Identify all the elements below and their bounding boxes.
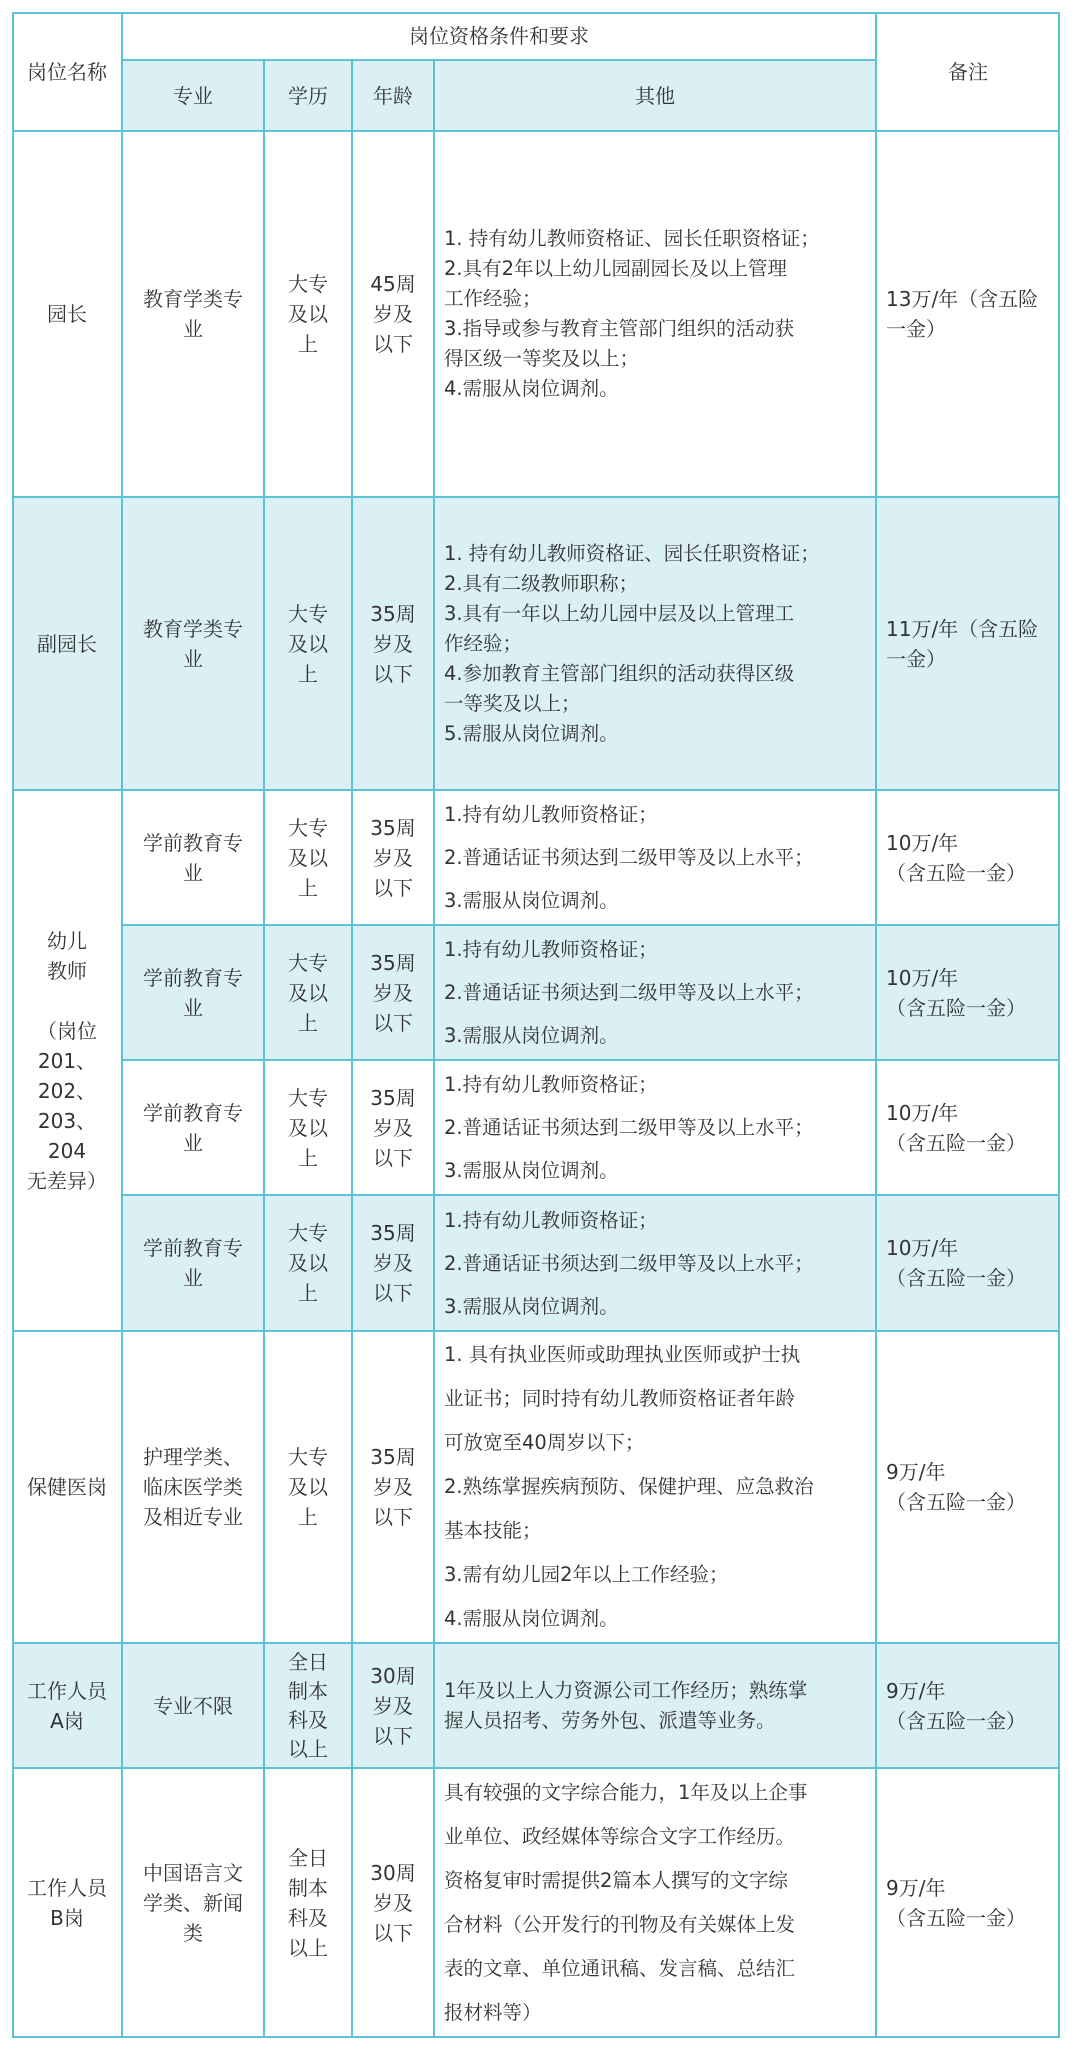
col-line-4 (433, 59, 435, 2038)
col-line-5 (875, 12, 877, 2038)
header-education-label: 学历 (288, 83, 328, 108)
row-3-age (352, 925, 434, 1060)
header-qualifications (122, 12, 876, 60)
row-3-major (122, 925, 264, 1060)
row-line-1 (12, 789, 1060, 791)
row-8-other (434, 1768, 876, 2038)
row-0-name (12, 131, 122, 497)
row-1-education (264, 497, 352, 790)
header-major-label: 专业 (173, 83, 213, 108)
row-1-name (12, 497, 122, 790)
row-4-major (122, 1060, 264, 1195)
row-4-age-text: 35周 岁及 以下 (370, 1085, 416, 1170)
header-position (12, 12, 122, 131)
row-2-education (264, 790, 352, 925)
row-5-remark (876, 1195, 1060, 1331)
row-6-education-text: 大专 及以 上 (288, 1445, 328, 1529)
row-3-remark (876, 925, 1060, 1060)
row-6-education (264, 1331, 352, 1643)
col-line-3 (351, 59, 353, 2038)
col-line-1 (121, 12, 123, 2038)
row-7-name-text: 工作人员 A岗 (27, 1678, 107, 1733)
row-8-age-text: 30周 岁及 以下 (370, 1861, 416, 1945)
row-8-major (122, 1768, 264, 2038)
header-education (264, 60, 352, 131)
row-1-other-text: 1. 持有幼儿教师资格证、园长任职资格证； 2.具有二级教师职称； 3.具有一年以上幼儿园中层及以上管理工 作经验； 4.参加教育主管部门组织的活动获得区级 一等奖及以上； 5.需服从岗位调剂。 (444, 541, 820, 745)
row-5-other (434, 1195, 876, 1331)
col-line-2 (263, 59, 265, 2038)
row-3-education-text: 大专 及以 上 (288, 950, 328, 1035)
row-8-name-text: 工作人员 B岗 (27, 1876, 107, 1930)
row-line-0 (12, 496, 1060, 498)
recruitment-table (12, 12, 1060, 2038)
row-6-other (434, 1331, 876, 1643)
row-2-age-text: 35周 岁及 以下 (370, 815, 416, 900)
row-5-major (122, 1195, 264, 1331)
header-bottom (12, 130, 1060, 132)
teacher-group-name-text: 幼儿 教师 （岗位 201、 202、 203、204 无差异） (27, 928, 107, 1193)
row-0-age-text: 45周 岁及 以下 (370, 272, 416, 356)
border-bottom (12, 2036, 1060, 2038)
row-0-education (264, 131, 352, 497)
row-8-education (264, 1768, 352, 2038)
row-1-remark (876, 497, 1060, 790)
row-8-remark-text: 9万/年 （含五险一金） (886, 1876, 1026, 1930)
row-4-other (434, 1060, 876, 1195)
header-remarks (876, 12, 1060, 131)
teacher-group-name (12, 790, 122, 1331)
row-7-major-text: 专业不限 (153, 1693, 233, 1718)
row-4-remark-text: 10万/年 （含五险一金） (886, 1100, 1026, 1155)
row-4-other-text: 1.持有幼儿教师资格证； 2.普通话证书须达到二级甲等及以上水平； 3.需服从岗位调剂。 (444, 1073, 814, 1182)
row-4-age (352, 1060, 434, 1195)
row-6-remark-text: 9万/年 （含五险一金） (886, 1460, 1026, 1514)
row-5-education (264, 1195, 352, 1331)
row-3-other (434, 925, 876, 1060)
header-position-label: 岗位名称 (27, 59, 107, 84)
row-2-other-text: 1.持有幼儿教师资格证； 2.普通话证书须达到二级甲等及以上水平； 3.需服从岗位调剂。 (444, 803, 814, 912)
row-0-remark-text: 13万/年（含五险 一金） (886, 287, 1039, 341)
border-left (12, 12, 14, 2038)
row-7-name (12, 1643, 122, 1768)
header-age-label: 年龄 (373, 83, 413, 108)
row-7-remark (876, 1643, 1060, 1768)
row-5-major-text: 学前教育专 业 (143, 1236, 243, 1290)
row-7-remark-text: 9万/年 （含五险一金） (886, 1678, 1026, 1733)
row-0-major (122, 131, 264, 497)
row-8-age (352, 1768, 434, 2038)
row-1-education-text: 大专 及以 上 (288, 601, 328, 686)
row-7-major (122, 1643, 264, 1768)
row-3-education (264, 925, 352, 1060)
row-6-age (352, 1331, 434, 1643)
row-2-major-text: 学前教育专 业 (143, 830, 243, 885)
row-1-other (434, 497, 876, 790)
row-8-education-text: 全日 制本 科及 以上 (288, 1846, 328, 1960)
row-0-other-text: 1. 持有幼儿教师资格证、园长任职资格证； 2.具有2年以上幼儿园副园长及以上管理 工作经验； 3.指导或参与教育主管部门组织的活动获 得区级一等奖及以上； 4.需服从岗位调剂。 (444, 227, 820, 400)
row-1-name-text: 副园长 (37, 631, 97, 656)
row-0-name-text: 园长 (47, 302, 87, 326)
row-8-remark (876, 1768, 1060, 2038)
row-1-major (122, 497, 264, 790)
row-1-remark-text: 11万/年（含五险 一金） (886, 616, 1039, 671)
row-2-other (434, 790, 876, 925)
row-2-education-text: 大专 及以 上 (288, 815, 328, 900)
border-right (1058, 12, 1060, 2038)
row-1-age-text: 35周 岁及 以下 (370, 601, 416, 686)
row-6-name (12, 1331, 122, 1643)
row-7-education (264, 1643, 352, 1768)
row-0-major-text: 教育学类专 业 (143, 287, 243, 341)
row-6-major (122, 1331, 264, 1643)
row-6-remark (876, 1331, 1060, 1643)
row-8-name (12, 1768, 122, 2038)
row-line-6 (12, 1642, 1060, 1644)
header-qualifications-label: 岗位资格条件和要求 (409, 24, 589, 48)
row-3-major-text: 学前教育专 业 (143, 965, 243, 1020)
row-7-other-text: 1年及以上人力资源公司工作经历；熟练掌 握人员招考、劳务外包、派遣等业务。 (444, 1678, 808, 1732)
row-6-other-text: 1. 具有执业医师或助理执业医师或护士执 业证书；同时持有幼儿教师资格证者年龄 可放宽至40周岁以下； 2.熟练掌握疾病预防、保健护理、应急救治 基本技能； 3.需有幼儿园2年以上工作经验； 4.需服从岗位调剂。 (444, 1343, 814, 1630)
row-8-major-text: 中国语言文 学类、新闻 类 (143, 1861, 243, 1945)
row-7-age-text: 30周 岁及 以下 (370, 1663, 416, 1748)
row-7-other (434, 1643, 876, 1768)
header-remarks-label: 备注 (948, 59, 988, 84)
row-line-5 (12, 1330, 1060, 1332)
row-5-age-text: 35周 岁及 以下 (370, 1221, 416, 1305)
row-3-age-text: 35周 岁及 以下 (370, 950, 416, 1035)
row-5-remark-text: 10万/年 （含五险一金） (886, 1236, 1026, 1290)
row-5-age (352, 1195, 434, 1331)
row-4-education-text: 大专 及以 上 (288, 1085, 328, 1170)
row-5-other-text: 1.持有幼儿教师资格证； 2.普通话证书须达到二级甲等及以上水平； 3.需服从岗位调剂。 (444, 1208, 814, 1318)
row-5-education-text: 大专 及以 上 (288, 1221, 328, 1305)
row-4-major-text: 学前教育专 业 (143, 1100, 243, 1155)
row-6-age-text: 35周 岁及 以下 (370, 1445, 416, 1529)
row-8-other-text: 具有较强的文字综合能力，1年及以上企事 业单位、政经媒体等综合文字工作经历。 资格复审时需提供2篇本人撰写的文字综 合材料（公开发行的刊物及有关媒体上发 表的文章、单位通讯稿、发言稿、总结汇 报材料等） (444, 1781, 808, 2024)
row-line-2 (122, 924, 1060, 926)
row-2-remark (876, 790, 1060, 925)
border-top (12, 12, 1060, 14)
row-3-other-text: 1.持有幼儿教师资格证； 2.普通话证书须达到二级甲等及以上水平； 3.需服从岗位调剂。 (444, 938, 814, 1047)
header-age (352, 60, 434, 131)
row-0-other (434, 131, 876, 497)
row-1-major-text: 教育学类专 业 (143, 616, 243, 671)
row-6-name-text: 保健医岗 (27, 1475, 107, 1499)
row-3-remark-text: 10万/年 （含五险一金） (886, 965, 1026, 1020)
row-0-education-text: 大专 及以 上 (288, 272, 328, 356)
row-2-remark-text: 10万/年 （含五险一金） (886, 830, 1026, 885)
row-7-age (352, 1643, 434, 1768)
row-0-age (352, 131, 434, 497)
header-divider (122, 59, 876, 61)
header-other (434, 60, 876, 131)
row-line-7 (12, 1767, 1060, 1769)
row-2-age (352, 790, 434, 925)
row-4-remark (876, 1060, 1060, 1195)
row-6-major-text: 护理学类、 临床医学类 及相近专业 (143, 1445, 243, 1529)
row-line-4 (122, 1194, 1060, 1196)
row-7-education-text: 全日 制本 科及 以上 (288, 1649, 328, 1761)
row-4-education (264, 1060, 352, 1195)
row-1-age (352, 497, 434, 790)
header-other-label: 其他 (635, 83, 675, 108)
row-line-3 (122, 1059, 1060, 1061)
row-0-remark (876, 131, 1060, 497)
row-2-major (122, 790, 264, 925)
header-major (122, 60, 264, 131)
